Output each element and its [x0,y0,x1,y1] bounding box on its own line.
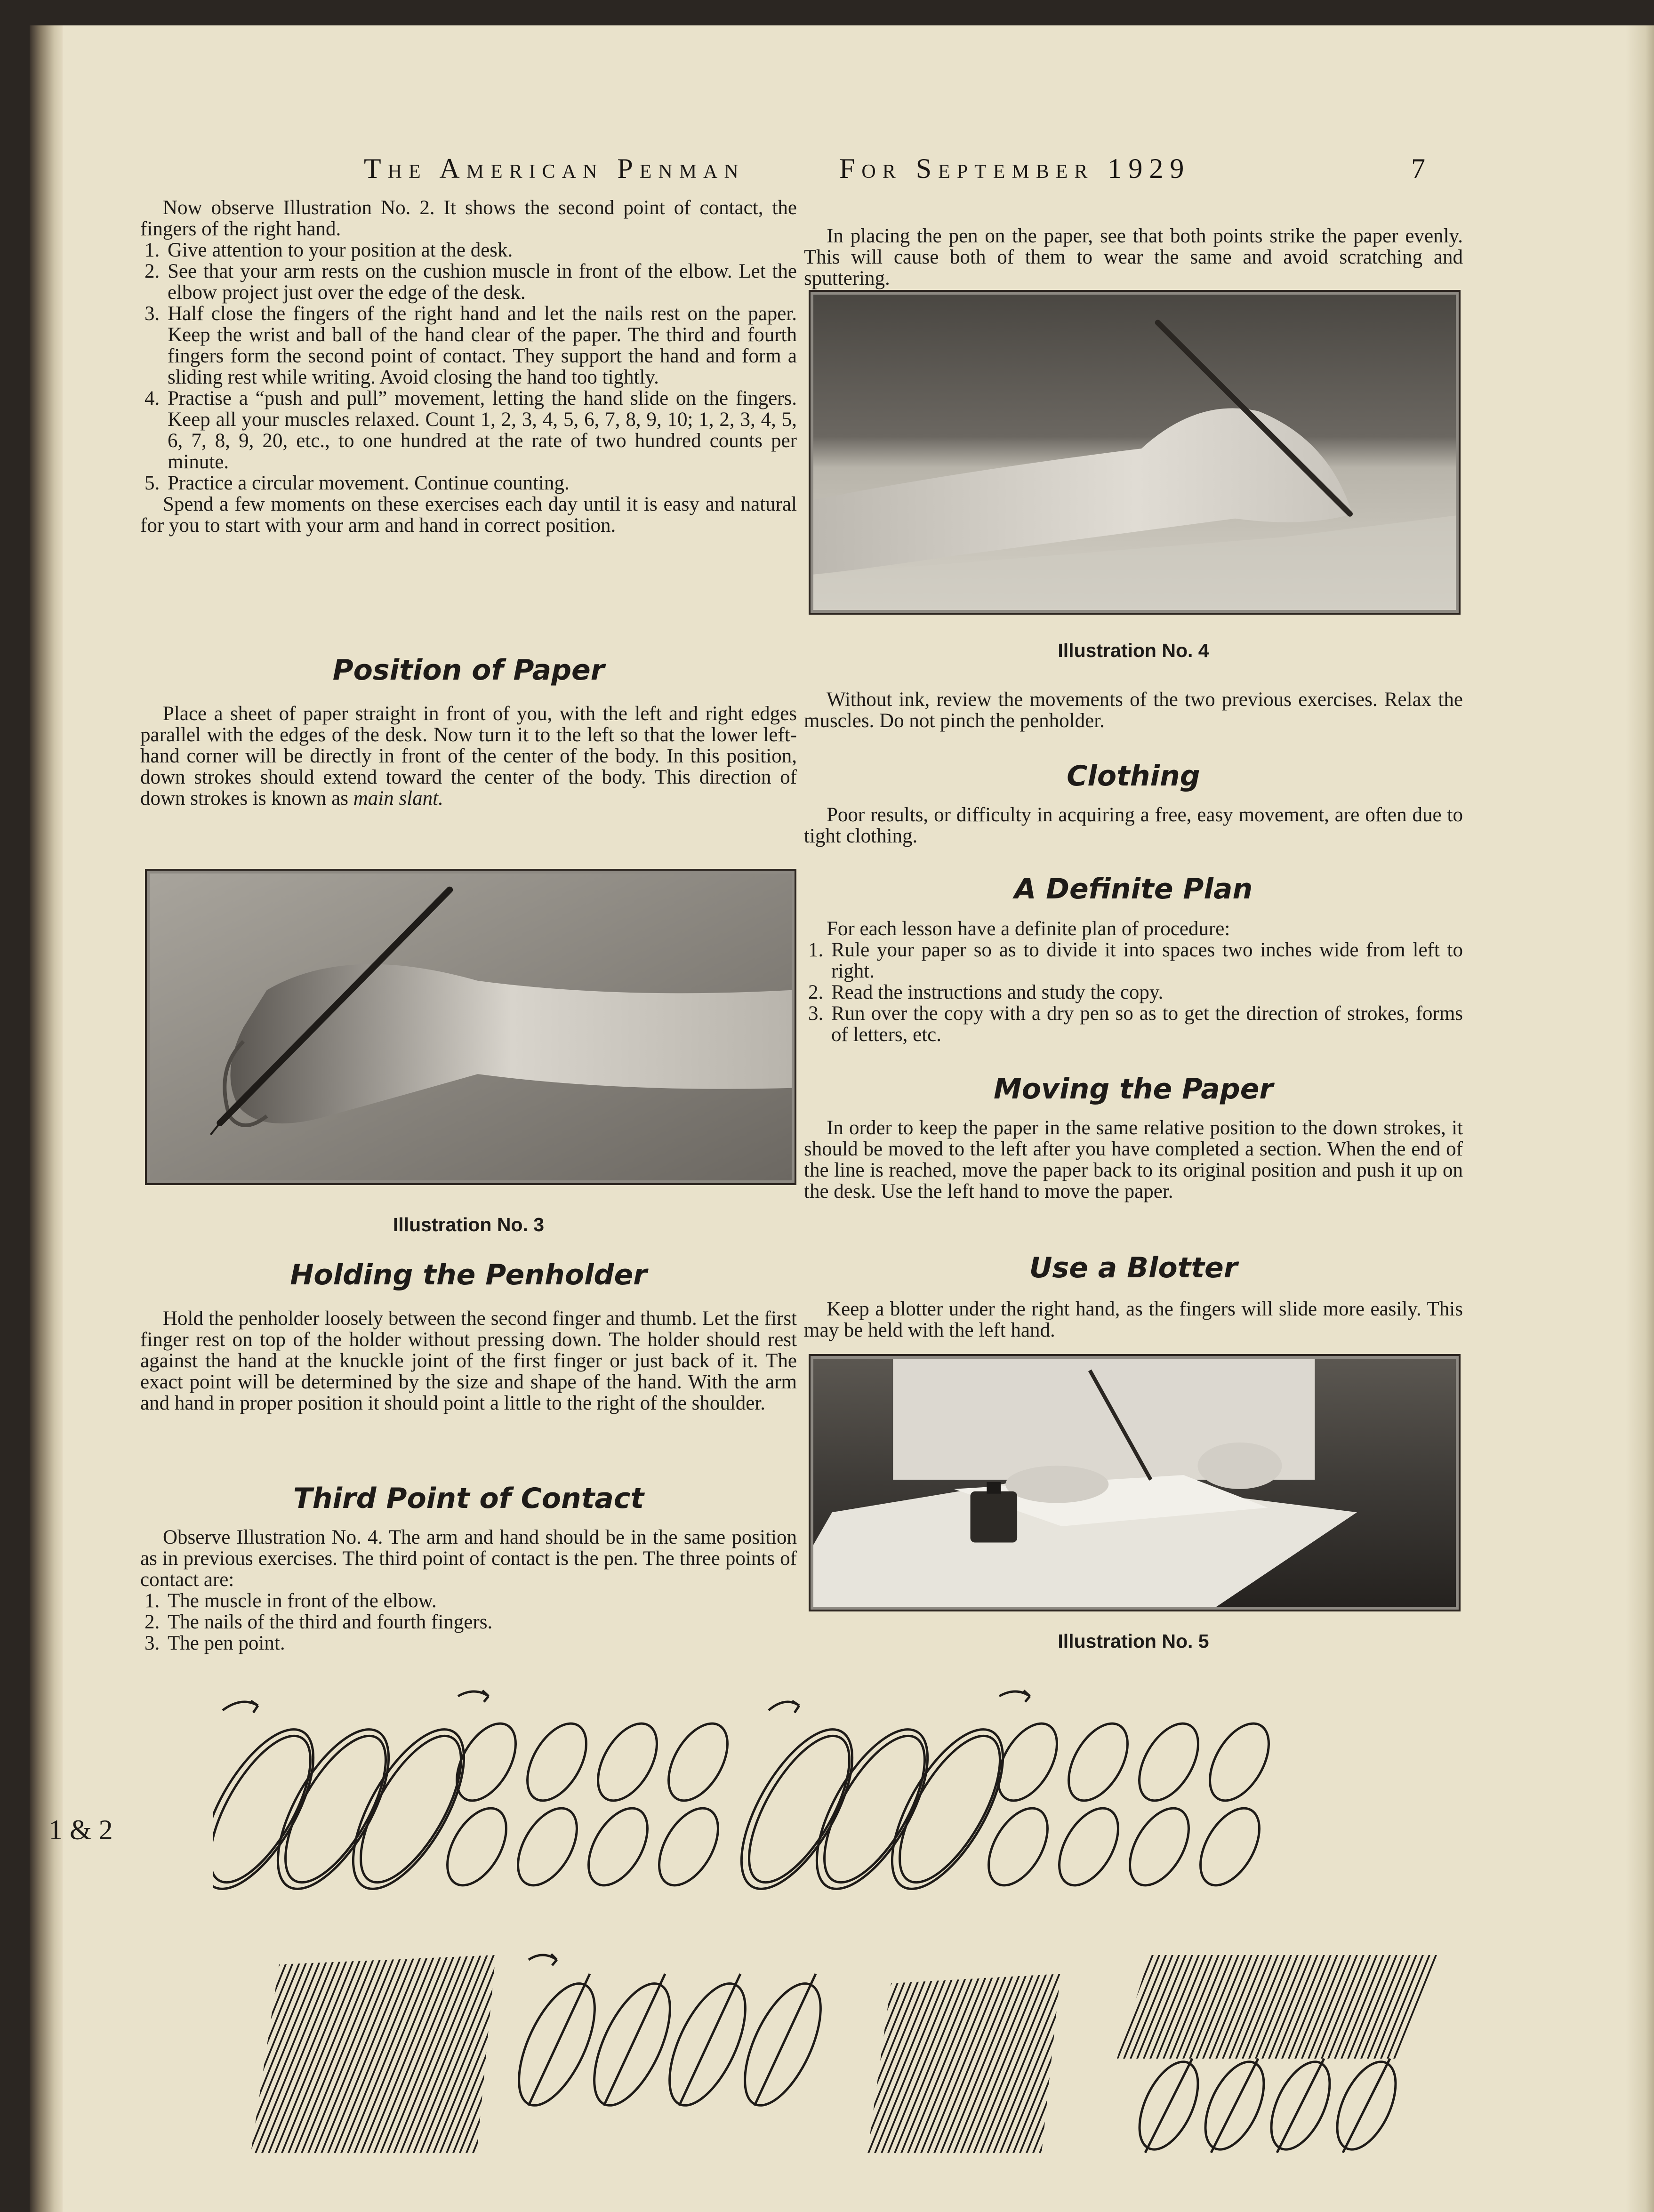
list-item: 1. The muscle in front of the elbow. [165,1590,797,1611]
third-point-section [140,1527,797,1654]
clothing-paragraph: Poor results, or difficulty in acquiring a free, easy movement, are often due to tight clothing. [804,804,1463,847]
points-of-contact-list [140,1590,797,1654]
illustration-5-caption: Illustration No. 5 [1058,1630,1209,1652]
without-ink-paragraph: Without ink, review the movements of the two previous exercises. Relax the muscles. Do not pinch the penholder. [804,689,1463,732]
placing-paragraph: In placing the pen on the paper, see that both points strike the paper evenly. This will cause both of them to wear the same and avoid scratching and sputtering. [804,225,1463,289]
position-section [140,703,797,809]
list-item: 2. The nails of the third and fourth fingers. [165,1611,797,1633]
illustration-4-caption: Illustration No. 4 [1058,640,1209,661]
main-slant-term: main slant. [353,787,443,809]
intro-section [140,197,797,536]
steps-list [140,240,797,494]
position-text: Place a sheet of paper straight in front of you, with the left and right edges parallel with the edges of the desk. Now turn it to the left so that the lower left-hand corner will be directly in front of the center of the body. In this position, down strokes should extend toward the center of the body. This direction of down strokes is known as [140,703,797,809]
margin-label: 1 & 2 [48,1814,113,1845]
holding-section [140,1308,797,1414]
oval-exercise-row [213,1677,1446,1927]
list-item: 1. Give attention to your position at the desk. [165,240,797,261]
illustration-3-caption: Illustration No. 3 [393,1214,545,1235]
hand-holding-pen-image [150,874,792,1180]
writing-at-desk-image [813,1359,1456,1607]
intro-paragraph: Now observe Illustration No. 2. It shows the second point of contact, the fingers of the right hand. [140,197,797,240]
list-item: 1. Rule your paper so as to divide it into spaces two inches wide from left to right. [828,939,1463,982]
third-point-paragraph: Observe Illustration No. 4. The arm and hand should be in the same position as in previous exercises. The third point of contact is the pen. The three points of contact are: [140,1526,797,1591]
publication-title: The American Penman [364,153,745,184]
holding-heading: Holding the Penholder [290,1258,647,1291]
position-heading: Position of Paper [332,654,605,687]
page-binding [30,25,63,2212]
list-item: 4. Practise a “push and pull” movement, letting the hand slide on the fingers. Keep all your muscles relaxed. Count 1, 2, 3, 4, 5, 6, 7, 8, 9, 10; 1, 2, 3, 4, 5, 6, 7, 8, 9, 20, etc., to one hundred at the rate of two hundred counts per minute. [165,388,797,473]
holding-paragraph: Hold the penholder loosely between the second finger and thumb. Let the first finger rest on top of the holder without pressing down. The holder should rest against the hand at the knuckle joint of the first finger or just back of it. The exact point will be determined by the size and shape of the hand. With the arm and hand in proper position it should point a little to the right of the shoulder. [140,1307,797,1414]
list-item: 5. Practice a circular movement. Continue counting. [165,473,797,494]
illustration-5-photo [809,1354,1461,1611]
third-point-heading: Third Point of Contact [293,1482,644,1515]
moving-heading: Moving the Paper [994,1073,1273,1106]
page-edge [1626,25,1654,2212]
list-item: 3. Half close the fingers of the right hand and let the nails rest on the paper. Keep the wrist and ball of the hand clear of the paper. The third and fourth fingers form the second point of contact. They support the hand and form a sliding rest while writing. Avoid closing the hand too tightly. [165,303,797,388]
arm-on-desk-image [813,295,1456,610]
clothing-heading: Clothing [1067,760,1200,793]
list-item: 3. Run over the copy with a dry pen so as to get the direction of strokes, forms of letters, etc. [828,1003,1463,1045]
list-item: 2. See that your arm rests on the cushion muscle in front of the elbow. Let the elbow project just over the edge of the desk. [165,261,797,303]
plan-steps-list [804,939,1463,1045]
plan-heading: A Definite Plan [1014,873,1253,906]
moving-section [804,1117,1463,1202]
blotter-heading: Use a Blotter [1029,1251,1238,1284]
without-ink-section [804,689,1463,731]
page-number: 7 [1411,153,1425,184]
blotter-section [804,1298,1463,1341]
blotter-paragraph: Keep a blotter under the right hand, as the fingers will slide more easily. This may be held with the left hand. [804,1298,1463,1341]
illustration-3-photo [145,869,796,1185]
clothing-section [804,804,1463,847]
issue-date: For September 1929 [839,153,1191,184]
plan-section [804,918,1463,1045]
illustration-4-photo [809,290,1461,615]
list-item: 3. The pen point. [165,1633,797,1654]
magazine-page [30,25,1654,2212]
list-item: 2. Read the instructions and study the copy. [828,982,1463,1003]
push-pull-exercise-row [232,1946,1446,2162]
plan-intro: For each lesson have a definite plan of procedure: [827,918,1230,940]
placing-section [804,225,1463,289]
moving-paragraph: In order to keep the paper in the same relative position to the down strokes, it should be moved to the left after you have completed a section. When the end of the line is reached, move the paper back to its original position and push it up on the desk. Use the left hand to move the paper. [804,1117,1463,1202]
position-paragraph [140,703,797,809]
outro-paragraph: Spend a few moments on these exercises each day until it is easy and natural for you to start with your arm and hand in correct position. [140,493,797,537]
